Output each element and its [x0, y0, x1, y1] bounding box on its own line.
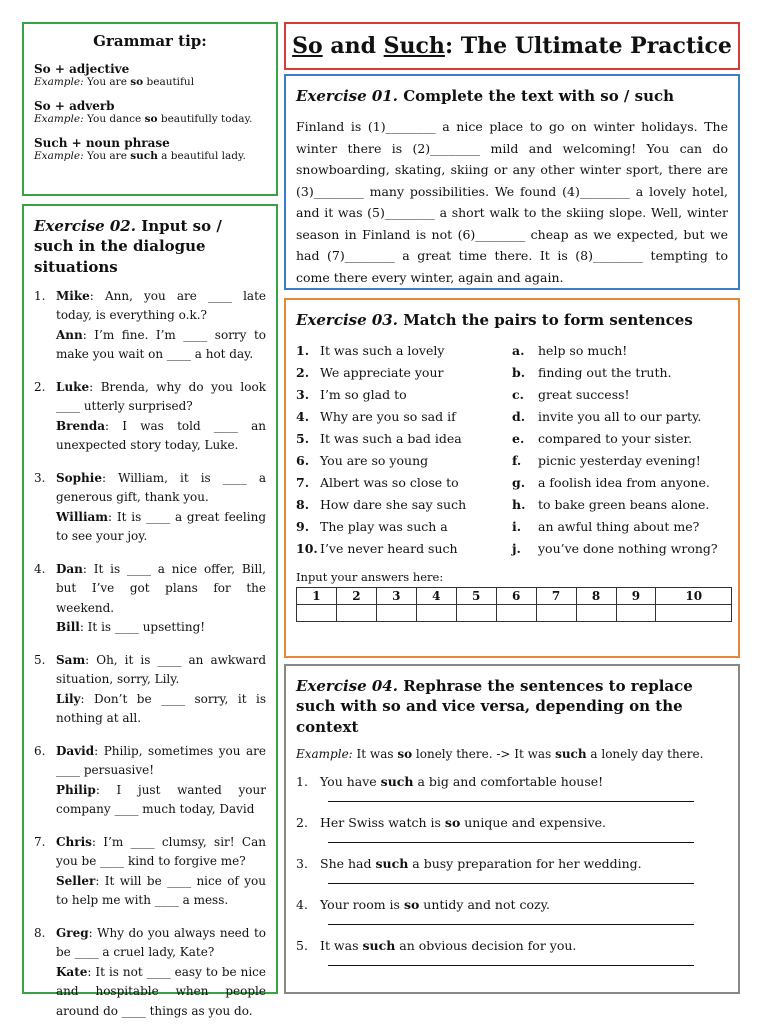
match-left-item — [296, 472, 512, 494]
match-right-item — [512, 362, 728, 384]
item-text: I’ve never heard such — [320, 541, 458, 557]
item-key: 5. — [296, 431, 310, 447]
answer-number: 2 — [336, 588, 376, 605]
rephrase-item — [296, 773, 728, 791]
speaker-text: : It is ____ a nice offer, Bill, but I’ve got plans for the weekend. — [56, 561, 266, 615]
match-right-item — [512, 340, 728, 362]
dialogue-line — [56, 287, 266, 326]
answer-cell[interactable] — [376, 605, 416, 622]
speaker-name: William — [56, 509, 108, 524]
dialogue-line — [56, 742, 266, 781]
dialogue-body — [56, 469, 266, 547]
speaker-text: : I’m fine. I’m ____ sorry to make you wait on ____ a hot day. — [56, 327, 266, 362]
item-text: finding out the truth. — [538, 365, 672, 381]
dialogue-body — [56, 287, 266, 365]
dialogue-line — [56, 690, 266, 729]
speaker-name: Ann — [56, 327, 83, 342]
match-right-item — [512, 450, 728, 472]
dialogue-body — [56, 651, 266, 729]
item-key: 7. — [296, 475, 310, 491]
match-left-item — [296, 340, 512, 362]
dialogue-body — [56, 833, 266, 911]
item-text: you’ve done nothing wrong? — [538, 541, 718, 557]
speaker-name: Sam — [56, 652, 86, 667]
speaker-text: : Brenda, why do you look ____ utterly surprised? — [56, 379, 266, 414]
dialogue-line — [56, 508, 266, 547]
match-left-item — [296, 450, 512, 472]
speaker-text: : Don’t be ____ sorry, it is nothing at all. — [56, 691, 266, 726]
rephrase-item — [296, 855, 728, 873]
answer-line[interactable] — [328, 914, 694, 925]
answer-line[interactable] — [328, 955, 694, 966]
speaker-name: Lily — [56, 691, 81, 706]
rephrase-item — [296, 896, 728, 914]
exercise-01-text: Finland is (1)________ a nice place to go on winter holidays. The winter there is (2)________ mild and welcoming! You can do snowboarding, skating, skiing or any other winter sport, there are (3)________ many possibilities. We found (4)________ a lovely hotel, and it was (5)________ a short walk to the skiing slope. Well, winter season in Finland is not (6)________ cheap as we expected, but we had (7)________ a great time there. It is (8)________ tempting to come there every winter, again and again. — [296, 119, 728, 285]
answer-cell[interactable] — [336, 605, 376, 622]
tip-rule-label: So + adverb — [34, 99, 115, 113]
dialogue-item — [34, 469, 266, 547]
answer-line[interactable] — [328, 873, 694, 884]
match-right-item — [512, 516, 728, 538]
item-text: picnic yesterday evening! — [538, 453, 701, 469]
exercise-01 — [284, 74, 740, 290]
tip-example: Example: You are so beautiful — [34, 76, 195, 88]
speaker-text: : It is not ____ easy to be nice and hospitable when people around do ____ things as you do. — [56, 964, 266, 1018]
item-key: 9. — [296, 519, 310, 535]
dialogue-line — [56, 833, 266, 872]
item-key: 3. — [296, 387, 310, 403]
item-text: help so much! — [538, 343, 628, 359]
item-sentence: She had such a busy preparation for her wedding. — [320, 855, 642, 871]
speaker-text: : Oh, it is ____ an awkward situation, sorry, Lily. — [56, 652, 266, 687]
speaker-name: Kate — [56, 964, 88, 979]
dialogue-line — [56, 651, 266, 690]
item-text: It was such a lovely — [320, 343, 445, 359]
speaker-text: : It is ____ a great feeling to see your joy. — [56, 509, 266, 544]
item-key: h. — [512, 497, 526, 513]
dialogue-number: 8. — [34, 925, 46, 940]
dialogue-item — [34, 924, 266, 1022]
speaker-text: : I was told ____ an unexpected story today, Luke. — [56, 418, 266, 453]
dialogue-line — [56, 618, 266, 638]
speaker-name: Mike — [56, 288, 90, 303]
exercise-02-heading: Exercise 02. Input so / such in the dialogue situations — [34, 217, 222, 276]
grammar-tip-title: Grammar tip: — [93, 32, 207, 50]
grammar-tip-box — [22, 22, 278, 196]
dialogue-number: 5. — [34, 652, 46, 667]
item-text: I’m so glad to — [320, 387, 407, 403]
speaker-name: Luke — [56, 379, 90, 394]
answer-number: 4 — [416, 588, 456, 605]
speaker-text: : Ann, you are ____ late today, is everything o.k.? — [56, 288, 266, 323]
speaker-name: Chris — [56, 834, 92, 849]
answer-number: 3 — [376, 588, 416, 605]
item-key: g. — [512, 475, 526, 491]
match-left-item — [296, 516, 512, 538]
answer-table — [296, 587, 732, 622]
dialogue-line — [56, 326, 266, 365]
tip-rule-3 — [34, 136, 266, 162]
match-right-item — [512, 472, 728, 494]
dialogue-item — [34, 378, 266, 456]
item-text: How dare she say such — [320, 497, 467, 513]
item-text: You are so young — [320, 453, 429, 469]
dialogue-number: 3. — [34, 470, 46, 485]
dialogue-line — [56, 417, 266, 456]
dialogue-line — [56, 963, 266, 1022]
dialogue-line — [56, 469, 266, 508]
right-column — [512, 340, 728, 560]
speaker-text: : I just wanted your company ____ much today, David — [56, 782, 266, 817]
tip-rule-2 — [34, 99, 266, 125]
exercise-04-example: Example: It was so lonely there. -> It was such a lonely day there. — [296, 746, 704, 761]
tip-example: Example: You are such a beautiful lady. — [34, 150, 246, 162]
exercise-02 — [22, 204, 278, 1018]
answer-label: Input your answers here: — [296, 570, 444, 585]
dialogue-body — [56, 378, 266, 456]
dialogue-number: 4. — [34, 561, 46, 576]
answer-number: 5 — [456, 588, 496, 605]
page-title: So and Such : The Ultimate Practice — [284, 22, 740, 70]
dialogue-number: 2. — [34, 379, 46, 394]
answer-cell[interactable] — [656, 605, 732, 622]
answer-number: 10 — [656, 588, 732, 605]
exercise-03-heading: Exercise 03. Match the pairs to form sentences — [296, 311, 693, 329]
answer-cell[interactable] — [536, 605, 576, 622]
match-right-item — [512, 428, 728, 450]
item-key: 6. — [296, 453, 310, 469]
match-pairs — [296, 340, 728, 560]
item-sentence: You have such a big and comfortable house! — [320, 773, 604, 789]
speaker-text: : Philip, sometimes you are ____ persuasive! — [56, 743, 266, 778]
exercise-01-heading: Exercise 01. Complete the text with so / such — [296, 87, 675, 105]
dialogue-number: 6. — [34, 743, 46, 758]
item-text: compared to your sister. — [538, 431, 693, 447]
item-text: It was such a bad idea — [320, 431, 462, 447]
dialogue-line — [56, 924, 266, 963]
speaker-name: Dan — [56, 561, 83, 576]
answer-cell[interactable] — [616, 605, 656, 622]
exercise-04-heading: Exercise 04. Rephrase the sentences to replace such with so and vice versa, depending on the context — [296, 677, 693, 736]
item-sentence: Your room is so untidy and not cozy. — [320, 896, 550, 912]
item-text: The play was such a — [320, 519, 448, 535]
answer-cell[interactable] — [297, 605, 337, 622]
answer-number: 1 — [297, 588, 337, 605]
match-left-item — [296, 428, 512, 450]
item-key: a. — [512, 343, 525, 359]
dialogue-item — [34, 833, 266, 911]
dialogue-body — [56, 924, 266, 1022]
tip-rule-1 — [34, 62, 266, 88]
dialogue-number: 1. — [34, 288, 46, 303]
dialogue-item — [34, 287, 266, 365]
dialogue-line — [56, 378, 266, 417]
match-right-item — [512, 494, 728, 516]
answer-number: 7 — [536, 588, 576, 605]
item-text: to bake green beans alone. — [538, 497, 710, 513]
speaker-text: : William, it is ____ a generous gift, thank you. — [56, 470, 266, 505]
match-left-item — [296, 384, 512, 406]
dialogue-item — [34, 651, 266, 729]
answer-cell[interactable] — [416, 605, 456, 622]
match-right-item — [512, 384, 728, 406]
item-key: 8. — [296, 497, 310, 513]
match-left-item — [296, 494, 512, 516]
item-number: 4. — [296, 896, 308, 912]
dialogue-list — [34, 287, 266, 1022]
speaker-name: David — [56, 743, 95, 758]
item-key: 1. — [296, 343, 310, 359]
item-text: a foolish idea from anyone. — [538, 475, 710, 491]
speaker-name: Philip — [56, 782, 96, 797]
tip-example: Example: You dance so beautifully today. — [34, 113, 253, 125]
speaker-name: Bill — [56, 620, 80, 635]
speaker-text: : Why do you always need to be ____ a cruel lady, Kate? — [56, 925, 266, 960]
item-sentence: Her Swiss watch is so unique and expensive. — [320, 814, 606, 830]
item-key: f. — [512, 453, 522, 469]
answer-line[interactable] — [328, 832, 694, 843]
item-key: b. — [512, 365, 526, 381]
item-text: an awful thing about me? — [538, 519, 700, 535]
speaker-name: Greg — [56, 925, 89, 940]
answer-cell[interactable] — [496, 605, 536, 622]
match-left-item — [296, 362, 512, 384]
dialogue-item — [34, 742, 266, 820]
answer-number: 9 — [616, 588, 656, 605]
item-key: j. — [512, 541, 521, 557]
item-key: d. — [512, 409, 526, 425]
item-key: i. — [512, 519, 522, 535]
speaker-name: Sophie — [56, 470, 102, 485]
tip-rule-label: So + adjective — [34, 62, 130, 76]
speaker-text: : It will be ____ nice of you to help me with ____ a mess. — [56, 873, 266, 908]
item-key: 2. — [296, 365, 310, 381]
speaker-name: Seller — [56, 873, 96, 888]
dialogue-body — [56, 560, 266, 638]
dialogue-line — [56, 560, 266, 619]
left-column — [296, 340, 512, 560]
exercise-04 — [284, 664, 740, 994]
rephrase-item — [296, 814, 728, 832]
answer-line[interactable] — [328, 791, 694, 802]
dialogue-line — [56, 872, 266, 911]
match-left-item — [296, 406, 512, 428]
exercise-03 — [284, 298, 740, 658]
speaker-text: : I’m ____ clumsy, sir! Can you be ____ kind to forgive me? — [56, 834, 266, 869]
item-number: 3. — [296, 855, 308, 871]
dialogue-line — [56, 781, 266, 820]
item-text: We appreciate your — [320, 365, 444, 381]
item-key: 10. — [296, 541, 318, 557]
item-sentence: It was such an obvious decision for you. — [320, 937, 577, 953]
answer-cell[interactable] — [576, 605, 616, 622]
speaker-name: Brenda — [56, 418, 105, 433]
rephrase-item — [296, 937, 728, 955]
dialogue-number: 7. — [34, 834, 46, 849]
dialogue-body — [56, 742, 266, 820]
item-number: 1. — [296, 773, 308, 789]
answer-cell[interactable] — [456, 605, 496, 622]
item-text: Albert was so close to — [320, 475, 459, 491]
answer-number: 6 — [496, 588, 536, 605]
match-left-item — [296, 538, 512, 560]
rephrase-list — [296, 773, 728, 966]
item-text: great success! — [538, 387, 630, 403]
item-key: e. — [512, 431, 525, 447]
item-text: invite you all to our party. — [538, 409, 702, 425]
item-number: 2. — [296, 814, 308, 830]
item-number: 5. — [296, 937, 308, 953]
tip-rule-label: Such + noun phrase — [34, 136, 170, 150]
item-key: c. — [512, 387, 524, 403]
match-right-item — [512, 538, 728, 560]
speaker-text: : It is ____ upsetting! — [79, 620, 206, 635]
answer-number: 8 — [576, 588, 616, 605]
item-key: 4. — [296, 409, 310, 425]
match-right-item — [512, 406, 728, 428]
dialogue-item — [34, 560, 266, 638]
item-text: Why are you so sad if — [320, 409, 456, 425]
